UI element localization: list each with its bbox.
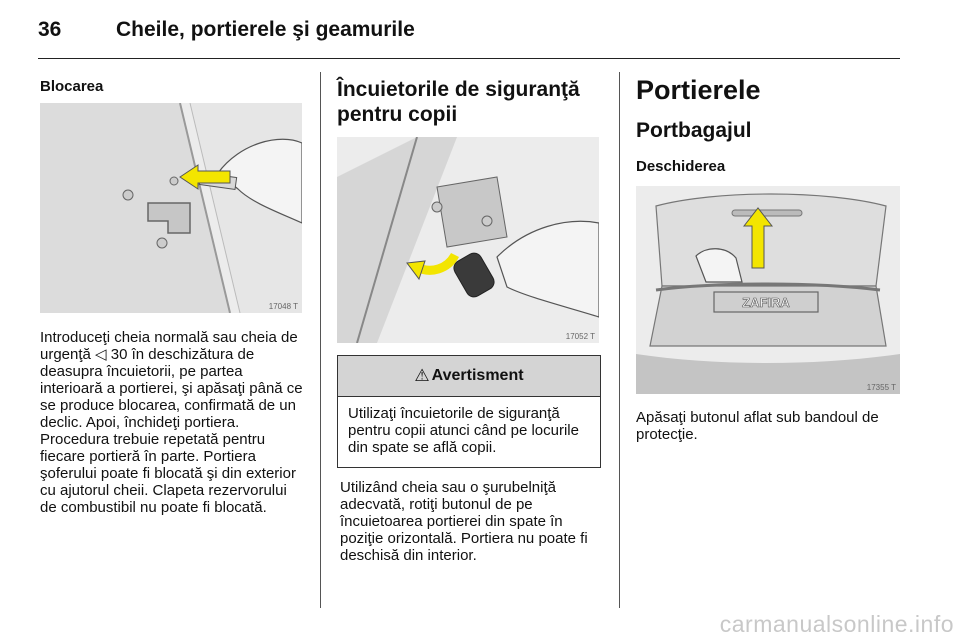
- site-watermark: carmanualsonline.info: [719, 611, 954, 637]
- figure-code-17048: 17048 T: [268, 302, 298, 311]
- tailgate-paragraph: [636, 409, 906, 443]
- door-lock-illustration: [40, 103, 302, 313]
- warning-text: Utilizaţi încuietorile de siguranţă pentru copii atunci când pe locurile din spate se află copii.: [348, 405, 579, 456]
- child-lock-paragraph: [340, 479, 608, 564]
- warning-title: Avertisment: [431, 367, 524, 384]
- section-heading-child-locks: [337, 77, 580, 127]
- locking-text: Introduceţi cheia normală sau cheia de urgenţă ◁ 30 în deschizătura de deasupra încuietorii, pe partea interioară a portierei, şi apăsaţi până ce se produce blocarea, confirmată de un declic. Apoi, închideţi portiera. Procedura trebuie repetată pentru fiecare portieră în parte. Portiera şoferului poate fi blocată şi din exterior cu ajutorul cheii. Clapeta rezervorului de combustibil nu poate fi blocată.: [40, 329, 303, 516]
- page-number: 36: [38, 18, 62, 41]
- figure-code-17052: 17052 T: [565, 332, 595, 341]
- child-lock-illustration: [337, 137, 599, 343]
- header-divider: [38, 58, 900, 59]
- figure-door-lock: [40, 103, 302, 313]
- warning-icon: ⚠: [414, 366, 430, 385]
- chapter-title: Cheile, portierele şi geamurile: [116, 18, 415, 41]
- figure-child-lock: [337, 137, 599, 343]
- locking-paragraph: [40, 329, 306, 516]
- column-divider-2: [619, 72, 620, 608]
- warning-box: [337, 355, 601, 468]
- figure-code-17355: 17355 T: [866, 383, 896, 392]
- section-heading-locking: Blocarea: [40, 78, 104, 95]
- section-heading-doors: Portierele: [636, 75, 761, 105]
- page-header: [38, 18, 922, 48]
- child-locks-heading-line2: pentru copii: [337, 103, 458, 126]
- warning-header: [338, 356, 600, 397]
- column-divider-1: [320, 72, 321, 608]
- tailgate-text: Apăsaţi butonul aflat sub bandoul de protecţie.: [636, 409, 879, 443]
- section-heading-opening: Deschiderea: [636, 158, 726, 175]
- figure-tailgate: [636, 186, 900, 394]
- tailgate-illustration: [636, 186, 900, 394]
- license-plate-text: ZAFIRA: [742, 295, 790, 310]
- child-lock-text: Utilizând cheia sau o şurubelniţă adecvată, rotiţi butonul de pe încuietoarea portierei din spate în poziţie orizontală. Portiera nu poate fi deschisă din interior.: [340, 479, 588, 564]
- section-heading-tailgate: Portbagajul: [636, 119, 752, 142]
- child-locks-heading-line1: Încuietorile de siguranţă: [337, 78, 580, 101]
